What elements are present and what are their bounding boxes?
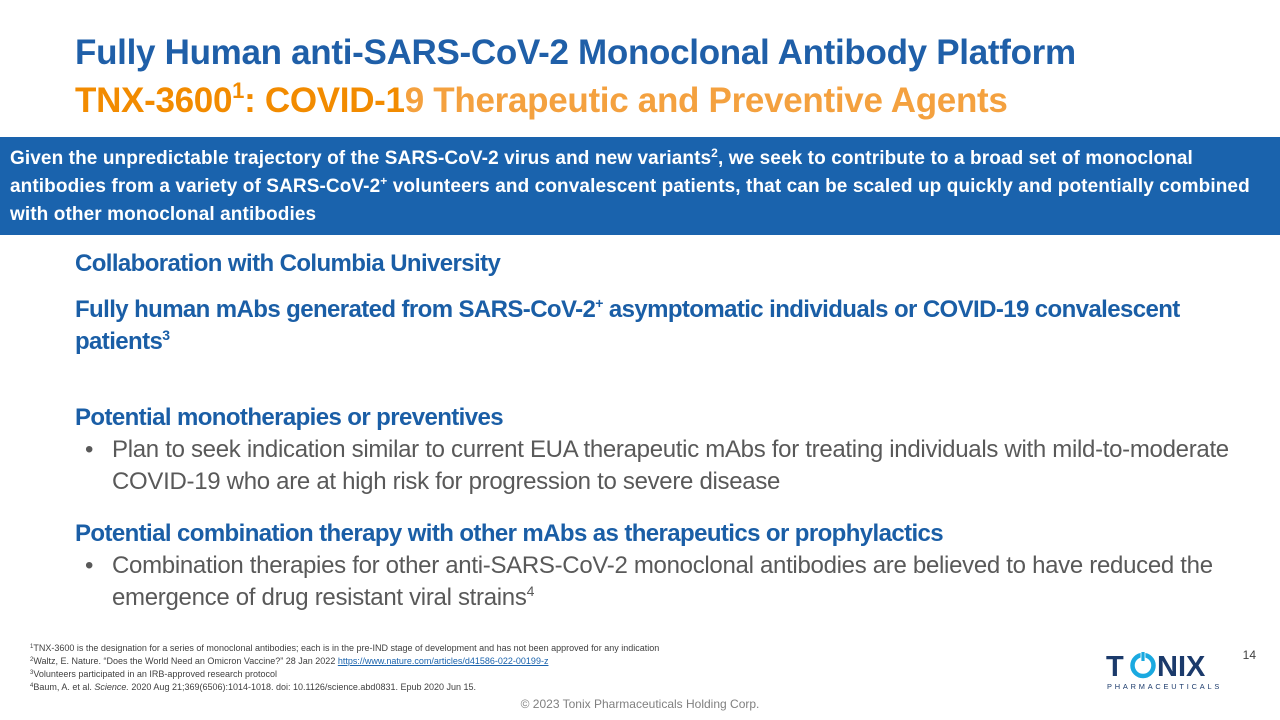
bullet-list-combination	[75, 550, 1235, 614]
footnote-number: 1	[30, 644, 34, 650]
banner-superscript-plus: +	[380, 174, 388, 188]
page-number: 14	[1242, 648, 1256, 662]
logo-letter-t: T	[1106, 651, 1124, 683]
heading-fully-human-text-b: asymptomatic individuals or COVID-19 convalescent patients	[75, 296, 1180, 355]
power-button-o-icon	[1133, 651, 1154, 676]
copyright-footer: © 2023 Tonix Pharmaceuticals Holding Corp.	[520, 697, 760, 711]
slide-title: Fully Human anti-SARS-CoV-2 Monoclonal Antibody Platform	[75, 33, 1076, 72]
bullet-icon: •	[85, 436, 94, 463]
footnote-4	[30, 681, 930, 694]
subtitle-product: TNX-3600	[75, 81, 233, 120]
subtitle-footnote-ref: 1	[232, 78, 245, 103]
banner-text-1: Given the unpredictable trajectory of the SARS-CoV-2 virus and new variants	[10, 148, 712, 169]
heading-superscript-plus: +	[595, 295, 603, 311]
footnote-3	[30, 668, 930, 681]
slide-body	[75, 248, 1235, 614]
footnote-text: Volunteers participated in an IRB-approved research protocol	[33, 669, 277, 679]
slide-subtitle	[75, 80, 1008, 122]
footnote-number: 4	[30, 683, 34, 689]
banner-text-3: volunteers and convalescent patients, that can be scaled up quickly and potentially combined with other monoclonal antibodies	[10, 176, 1250, 225]
logo-word-rest: NIX	[1157, 651, 1206, 683]
heading-footnote-ref: 3	[162, 327, 170, 343]
summary-banner	[0, 137, 1280, 235]
tonix-logo	[1104, 646, 1224, 692]
footnote-journal: Science.	[94, 682, 129, 692]
footnote-link[interactable]: https://www.nature.com/articles/d41586-022-00199-z	[337, 656, 549, 666]
subtitle-text-a: : COVID-1	[244, 81, 405, 120]
footnote-text: 2020 Aug 21;369(6506):1014-1018. doi: 10.1126/science.abd0831. Epub 2020 Jun 15.	[128, 682, 477, 692]
footnote-text: Baum, A. et al.	[33, 682, 95, 692]
heading-collaboration: Collaboration with Columbia University	[75, 250, 501, 277]
subtitle-text-b: 9 Therapeutic and Preventive Agents	[404, 81, 1008, 120]
heading-fully-human-mabs	[75, 294, 1235, 358]
heading-monotherapies: Potential monotherapies or preventives	[75, 404, 503, 431]
list-item	[75, 434, 1235, 498]
footnote-1	[30, 642, 930, 655]
bullet-text: Combination therapies for other anti-SARS-CoV-2 monoclonal antibodies are believed to have reduced the emergence of drug resistant viral strains	[112, 552, 1213, 611]
banner-footnote-ref: 2	[711, 146, 718, 160]
heading-combination-therapy: Potential combination therapy with other mAbs as therapeutics or prophylactics	[75, 520, 944, 547]
bullet-text: Plan to seek indication similar to current EUA therapeutic mAbs for treating individuals with mild-to-moderate COVID-19 who are at high risk for progression to severe disease	[112, 436, 1229, 495]
footnote-number: 3	[30, 670, 34, 676]
heading-fully-human-text-a: Fully human mAbs generated from SARS-CoV-2	[75, 296, 596, 323]
footnote-text: Waltz, E. Nature. “Does the World Need an Omicron Vaccine?” 28 Jan 2022	[33, 656, 338, 666]
footnote-text: TNX-3600 is the designation for a series of monoclonal antibodies; each is in the pre-IND stage of development and has not been approved for any indication	[33, 643, 660, 653]
list-item	[75, 550, 1235, 614]
footnotes	[30, 642, 930, 694]
bullet-footnote-ref: 4	[526, 583, 535, 599]
bullet-list-monotherapies	[75, 434, 1235, 498]
bullet-icon: •	[85, 552, 94, 579]
footnote-2	[30, 655, 930, 668]
logo-tagline: PHARMACEUTICALS	[1107, 682, 1223, 691]
footnote-number: 2	[30, 657, 34, 663]
banner-text-2: , we seek to contribute to a broad set of monoclonal antibodies from a variety of SARS-CoV-2	[10, 148, 1193, 197]
